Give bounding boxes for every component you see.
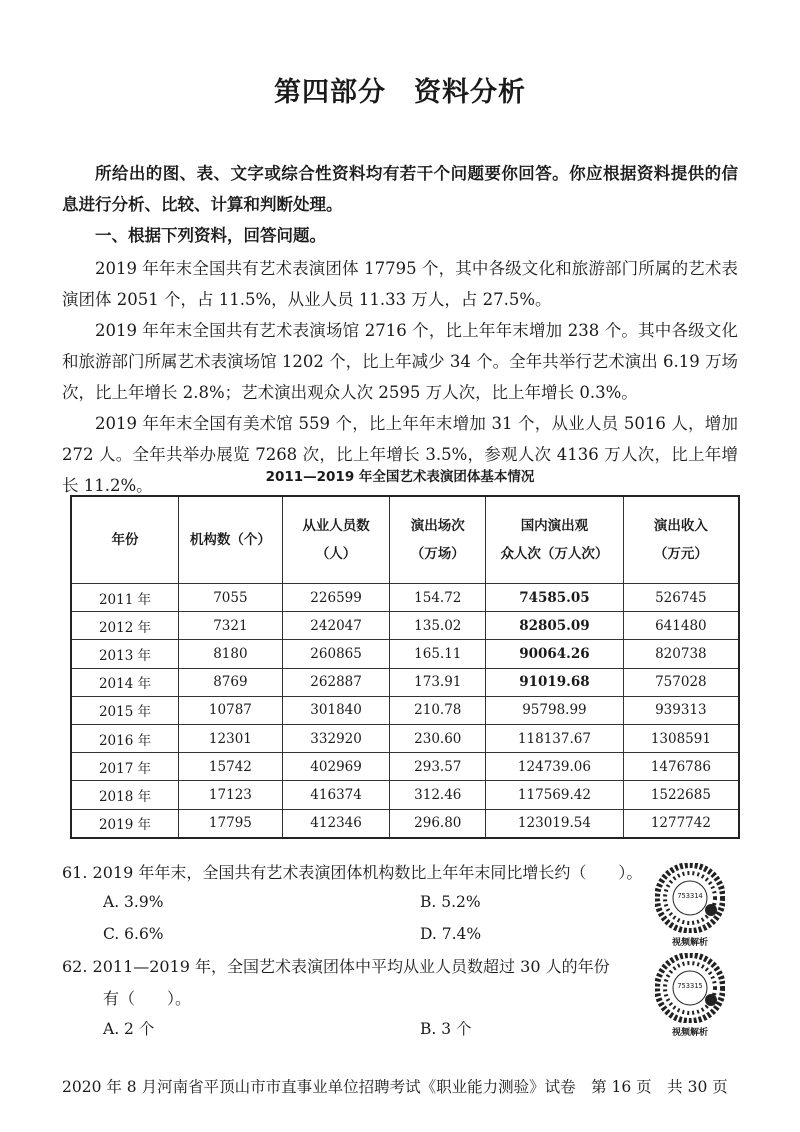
cell: 230.60 — [390, 724, 486, 752]
cell: 820738 — [623, 640, 739, 668]
cell-year: 2015 年 — [71, 696, 179, 724]
question-62-stem-line2: 有（ ）。 — [103, 989, 192, 1008]
cell-year: 2014 年 — [71, 668, 179, 696]
header-audience: 国内演出观 众人次（万人次） — [486, 496, 624, 584]
cell: 7055 — [179, 584, 283, 612]
qr-code-icon[interactable] — [655, 953, 725, 1023]
cell: 242047 — [282, 612, 390, 640]
table-row — [71, 584, 739, 612]
cell: 154.72 — [390, 584, 486, 612]
cell: 416374 — [282, 781, 390, 809]
q61-option-b: B. 5.2% — [420, 893, 481, 911]
qr-code-number: 753315 — [677, 982, 703, 990]
cell-year: 2018 年 — [71, 781, 179, 809]
cell: 91019.68 — [486, 668, 624, 696]
cell: 15742 — [179, 753, 283, 781]
cell: 260865 — [282, 640, 390, 668]
cell: 312.46 — [390, 781, 486, 809]
q61-option-a: A. 3.9% — [103, 893, 164, 911]
q61-option-d: D. 7.4% — [420, 925, 482, 943]
header-employees: 从业人员数 （人） — [282, 496, 390, 584]
cell: 123019.54 — [486, 809, 624, 838]
section-title: 第四部分 资料分析 — [274, 77, 526, 108]
paragraph-1: 2019 年年末全国共有艺术表演团体 17795 个，其中各级文化和旅游部门所属的艺术表演团体 2051 个，占 11.5%，从业人员 11.33 万人，占 27.5%。 — [62, 259, 738, 309]
qr-code-number: 753314 — [677, 892, 703, 900]
table-row — [71, 612, 739, 640]
cell-year: 2019 年 — [71, 809, 179, 838]
cell: 1308591 — [623, 724, 739, 752]
cell: 7321 — [179, 612, 283, 640]
qr-code-icon[interactable] — [655, 863, 725, 933]
cell: 124739.06 — [486, 753, 624, 781]
cell: 301840 — [282, 696, 390, 724]
table-row — [71, 724, 739, 752]
cell-year: 2012 年 — [71, 612, 179, 640]
cell-year: 2017 年 — [71, 753, 179, 781]
cell: 12301 — [179, 724, 283, 752]
cell: 262887 — [282, 668, 390, 696]
cell: 8769 — [179, 668, 283, 696]
cell: 17795 — [179, 809, 283, 838]
header-institutions: 机构数（个） — [179, 496, 283, 584]
header-performances: 演出场次 （万场） — [390, 496, 486, 584]
question-61-stem: 61. 2019 年年末，全国共有艺术表演团体机构数比上年年末同比增长约（ ）。 — [62, 863, 643, 882]
cell: 332920 — [282, 724, 390, 752]
cell: 1522685 — [623, 781, 739, 809]
qr-label: 视频解析 — [672, 1028, 709, 1038]
cell: 939313 — [623, 696, 739, 724]
cell: 402969 — [282, 753, 390, 781]
table-caption: 2011—2019 年全国艺术表演团体基本情况 — [265, 469, 535, 485]
cell: 95798.99 — [486, 696, 624, 724]
cell: 226599 — [282, 584, 390, 612]
cell: 82805.09 — [486, 612, 624, 640]
table-row — [71, 809, 739, 838]
cell-year: 2016 年 — [71, 724, 179, 752]
paragraph-3: 2019 年年末全国有美术馆 559 个，比上年年末增加 31 个，从业人员 5016 人，增加 272 人。全年共举办展览 7268 次，比上年增长 3.5%，参观人次 4136 万人次，比上年增长 11.2%。 — [62, 414, 738, 495]
table-row — [71, 781, 739, 809]
paragraph-2: 2019 年年末全国共有艺术表演场馆 2716 个，比上年年末增加 238 个。其中各级文化和旅游部门所属艺术表演场馆 1202 个，比上年减少 34 个。全年共举行艺术演出 6.19 万场次，比上年增长 2.8%；艺术演出观众人次 2595 万人次，比上年增长 0.3%。 — [62, 321, 738, 402]
table-row — [71, 640, 739, 668]
header-revenue: 演出收入 （万元） — [623, 496, 739, 584]
cell: 641480 — [623, 612, 739, 640]
header-year: 年份 — [71, 496, 179, 584]
cell: 165.11 — [390, 640, 486, 668]
q61-option-c: C. 6.6% — [103, 925, 164, 943]
q62-option-a: A. 2 个 — [103, 1020, 155, 1038]
qr-label: 视频解析 — [672, 938, 709, 948]
part-heading: 一、根据下列资料，回答问题。 — [95, 226, 326, 245]
cell: 17123 — [179, 781, 283, 809]
table-header-row — [71, 496, 739, 584]
cell: 293.57 — [390, 753, 486, 781]
cell: 526745 — [623, 584, 739, 612]
data-table — [70, 495, 740, 839]
cell: 135.02 — [390, 612, 486, 640]
cell: 1476786 — [623, 753, 739, 781]
cell: 757028 — [623, 668, 739, 696]
cell: 117569.42 — [486, 781, 624, 809]
table-row — [71, 668, 739, 696]
cell: 10787 — [179, 696, 283, 724]
table-row — [71, 696, 739, 724]
q62-option-b: B. 3 个 — [420, 1020, 472, 1038]
cell: 173.91 — [390, 668, 486, 696]
cell: 1277742 — [623, 809, 739, 838]
cell: 210.78 — [390, 696, 486, 724]
cell-year: 2013 年 — [71, 640, 179, 668]
table-row — [71, 753, 739, 781]
cell: 296.80 — [390, 809, 486, 838]
page-footer: 2020 年 8 月河南省平顶山市市直事业单位招聘考试《职业能力测验》试卷 第 16 页 共 30 页 — [62, 1078, 728, 1096]
cell: 90064.26 — [486, 640, 624, 668]
cell: 74585.05 — [486, 584, 624, 612]
question-62-stem-line1: 62. 2011—2019 年，全国艺术表演团体中平均从业人员数超过 30 人的年份 — [62, 957, 610, 976]
cell-year: 2011 年 — [71, 584, 179, 612]
cell: 118137.67 — [486, 724, 624, 752]
intro-text: 所给出的图、表、文字或综合性资料均有若干个问题要你回答。你应根据资料提供的信息进行分析、比较、计算和判断处理。 — [62, 164, 738, 214]
cell: 412346 — [282, 809, 390, 838]
cell: 8180 — [179, 640, 283, 668]
